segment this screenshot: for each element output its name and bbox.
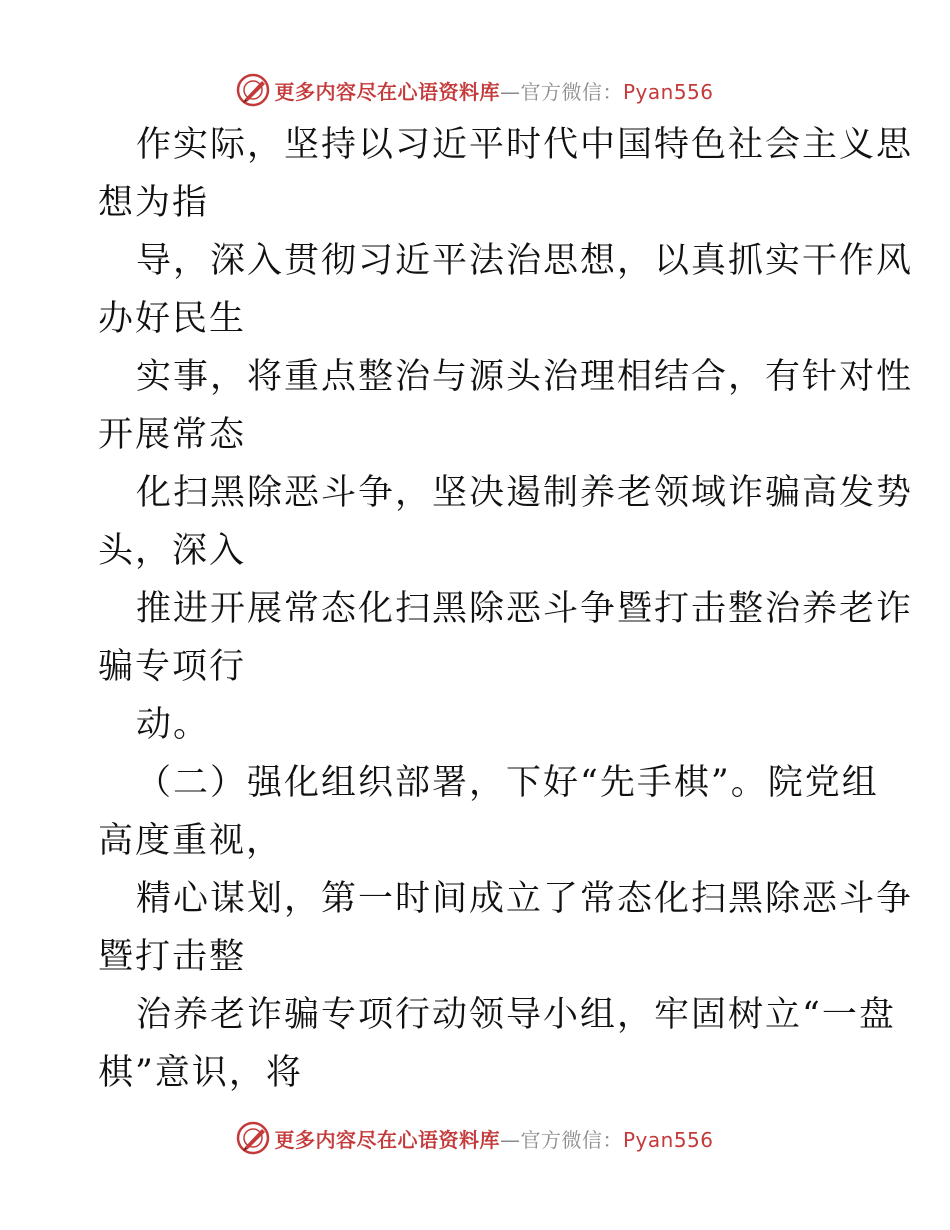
- text-line: 化扫黑除恶斗争，坚决遏制养老领域诈骗高发势: [136, 473, 914, 513]
- pen-logo-icon: [236, 1121, 270, 1155]
- header-banner: [0, 70, 950, 110]
- header-contact-label: 官方微信：: [520, 79, 623, 104]
- text-line: 实事，将重点整治与源头治理相结合，有针对性: [136, 357, 914, 397]
- footer-banner: [0, 1118, 950, 1158]
- header-text: [274, 76, 713, 105]
- text-line: 头，深入: [98, 531, 247, 571]
- text-line: 棋”意识，将: [98, 1053, 303, 1093]
- text-line: （二）强化组织部署，下好“先手棋”。院党组: [136, 763, 879, 803]
- text-line: 作实际，坚持以习近平时代中国特色社会主义思: [136, 125, 914, 165]
- header-separator: —: [499, 79, 521, 104]
- text-line: 办好民生: [98, 299, 247, 339]
- footer-brand: 更多内容尽在心语资料库: [274, 1127, 500, 1152]
- header-contact-id: Pyan556: [622, 79, 714, 104]
- document-body: [98, 116, 914, 1102]
- text-line: 暨打击整: [98, 937, 247, 977]
- text-line: 想为指: [98, 183, 210, 223]
- text-line: 推进开展常态化扫黑除恶斗争暨打击整治养老诈: [136, 589, 914, 629]
- text-line: 精心谋划，第一时间成立了常态化扫黑除恶斗争: [136, 879, 914, 919]
- header-brand: 更多内容尽在心语资料库: [274, 79, 500, 104]
- text-line: 导，深入贯彻习近平法治思想，以真抓实干作风: [136, 241, 914, 281]
- text-line: 骗专项行: [98, 647, 247, 687]
- text-line: 动。: [136, 705, 211, 745]
- text-line: 治养老诈骗专项行动领导小组，牢固树立“一盘: [136, 995, 896, 1035]
- footer-contact-label: 官方微信：: [520, 1127, 623, 1152]
- footer-contact-id: Pyan556: [622, 1127, 714, 1152]
- pen-logo-icon: [236, 73, 270, 107]
- text-line: 开展常态: [98, 415, 247, 455]
- footer-separator: —: [499, 1127, 521, 1152]
- text-line: 高度重视，: [98, 821, 284, 861]
- footer-text: [274, 1124, 713, 1153]
